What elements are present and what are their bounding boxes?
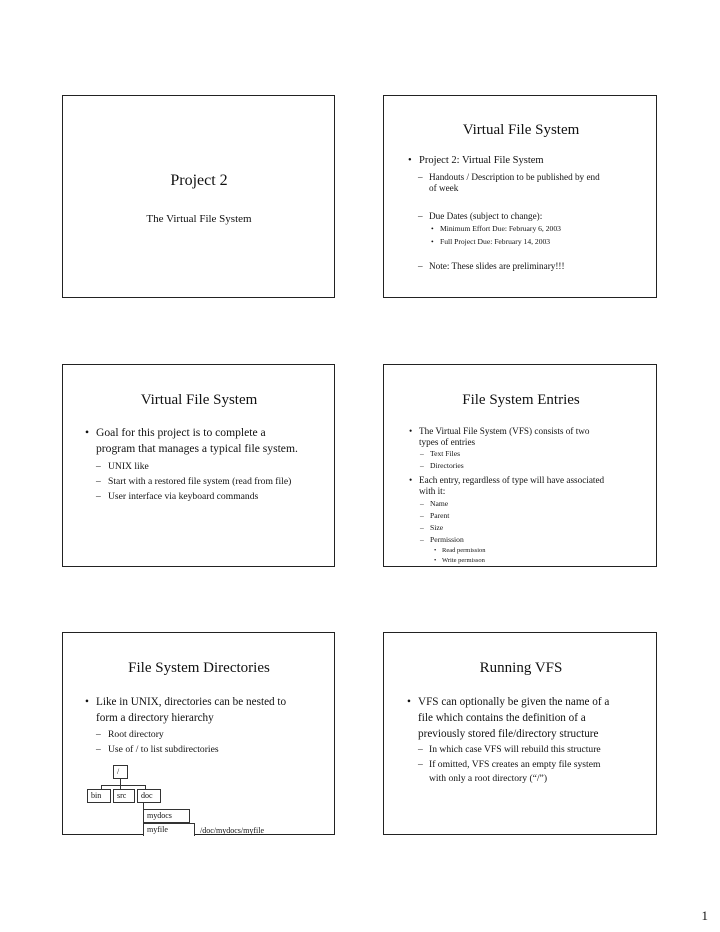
tree-node-bin: bin bbox=[87, 789, 111, 803]
slide-4-entry-type-2: Directories bbox=[430, 461, 464, 470]
slide-4-attr-name: Name bbox=[430, 499, 449, 508]
slide-2-date-2: Full Project Due: February 14, 2003 bbox=[440, 237, 551, 246]
dash-marker: – bbox=[96, 491, 101, 502]
bullet-marker: • bbox=[409, 475, 413, 485]
slide-5-title: File System Directories bbox=[128, 660, 270, 676]
slide-2-sub1-line1: Handouts / Description to be published by end bbox=[429, 172, 600, 182]
dash-marker: – bbox=[420, 461, 424, 470]
dash-marker: – bbox=[420, 511, 424, 520]
slide-6-bullet-line3: previously stored file/directory structure bbox=[418, 728, 599, 740]
slide-2 bbox=[383, 95, 657, 298]
tree-path-label: /doc/mydocs/myfile bbox=[200, 826, 264, 835]
dash-marker: – bbox=[418, 261, 423, 271]
bullet-marker: • bbox=[431, 224, 434, 233]
slide-3-bullet-line2: program that manages a typical file system. bbox=[96, 442, 298, 455]
slide-4-bullet1-line2: types of entries bbox=[419, 437, 476, 447]
slide-3 bbox=[62, 364, 335, 567]
slide-4-attr-size: Size bbox=[430, 523, 444, 532]
dash-marker: – bbox=[420, 523, 424, 532]
slide-6-title: Running VFS bbox=[479, 660, 563, 676]
dash-marker: – bbox=[96, 461, 101, 472]
slide-2-sub1-line2: of week bbox=[429, 183, 459, 193]
slide-3-sub-2: Start with a restored file system (read from file) bbox=[108, 476, 292, 487]
slide-5-sub-2: Use of / to list subdirectories bbox=[108, 744, 219, 755]
tree-node-mydocs: mydocs bbox=[143, 809, 190, 823]
slide-4-bullet2-line1: Each entry, regardless of type will have associated bbox=[419, 475, 605, 485]
dash-marker: – bbox=[420, 535, 424, 544]
slide-5-sub-1: Root directory bbox=[108, 729, 164, 740]
slide-4-attr-permission: Permission bbox=[430, 535, 464, 544]
slide-6-sub-2-line2: with only a root directory (“/”) bbox=[429, 773, 548, 784]
slide-4-bullet2-line2: with it: bbox=[419, 486, 446, 496]
slide-1-subtitle: The Virtual File System bbox=[146, 213, 252, 225]
bullet-marker: • bbox=[434, 547, 437, 554]
slide-2-sub3: Note: These slides are preliminary!!! bbox=[429, 261, 565, 271]
dash-marker: – bbox=[418, 744, 423, 755]
dash-marker: – bbox=[418, 172, 423, 182]
dash-marker: – bbox=[420, 499, 424, 508]
slide-3-bullet-line1: Goal for this project is to complete a bbox=[96, 426, 266, 439]
tree-root-node: / bbox=[113, 765, 128, 779]
slide-6-bullet-line1: VFS can optionally be given the name of a bbox=[418, 696, 610, 708]
slide-4-bullet1-line1: The Virtual File System (VFS) consists of two bbox=[419, 426, 590, 436]
slide-4-attr-parent: Parent bbox=[430, 511, 450, 520]
bullet-marker: • bbox=[85, 696, 89, 708]
dash-marker: – bbox=[96, 476, 101, 487]
slide-6-sub-1: In which case VFS will rebuild this structure bbox=[429, 744, 601, 755]
slide-1-title: Project 2 bbox=[170, 172, 228, 189]
tree-node-src: src bbox=[113, 789, 135, 803]
slide-2-bullet: Project 2: Virtual File System bbox=[419, 155, 544, 166]
slide-6 bbox=[383, 632, 657, 835]
slide-4-title: File System Entries bbox=[462, 392, 580, 408]
slide-3-sub-3: User interface via keyboard commands bbox=[108, 491, 259, 502]
slide-6-bullet-line2: file which contains the definition of a bbox=[418, 712, 586, 724]
tree-node-doc: doc bbox=[137, 789, 161, 803]
slide-2-sub2: Due Dates (subject to change): bbox=[429, 211, 543, 221]
dash-marker: – bbox=[418, 211, 423, 221]
slide-5-bullet-line1: Like in UNIX, directories can be nested to bbox=[96, 696, 287, 708]
slide-3-title: Virtual File System bbox=[140, 392, 258, 408]
slide-4-write-permission: Write permisson bbox=[442, 557, 485, 564]
dash-marker: – bbox=[420, 449, 424, 458]
slide-2-date-1: Minimum Effort Due: February 6, 2003 bbox=[440, 224, 561, 233]
dash-marker: – bbox=[96, 744, 101, 755]
bullet-marker: • bbox=[434, 557, 437, 564]
slide-4 bbox=[383, 364, 657, 567]
bullet-marker: • bbox=[408, 155, 412, 166]
tree-connector bbox=[101, 785, 145, 786]
tree-node-myfile: myfile bbox=[143, 823, 195, 836]
bullet-marker: • bbox=[407, 696, 411, 708]
slide-5 bbox=[62, 632, 335, 835]
slide-4-read-permission: Read permission bbox=[442, 547, 486, 554]
slide-1 bbox=[62, 95, 335, 298]
slide-4-entry-type-1: Text Files bbox=[430, 449, 461, 458]
dash-marker: – bbox=[418, 759, 423, 770]
bullet-marker: • bbox=[431, 237, 434, 246]
slide-6-sub-2-line1: If omitted, VFS creates an empty file system bbox=[429, 759, 601, 770]
page-number: 1 bbox=[701, 908, 708, 923]
bullet-marker: • bbox=[409, 426, 413, 436]
bullet-marker: • bbox=[85, 426, 90, 439]
dash-marker: – bbox=[96, 729, 101, 740]
slide-3-sub-1: UNIX like bbox=[108, 461, 149, 472]
slide-2-title: Virtual File System bbox=[462, 122, 580, 138]
slide-5-bullet-line2: form a directory hierarchy bbox=[96, 712, 214, 724]
